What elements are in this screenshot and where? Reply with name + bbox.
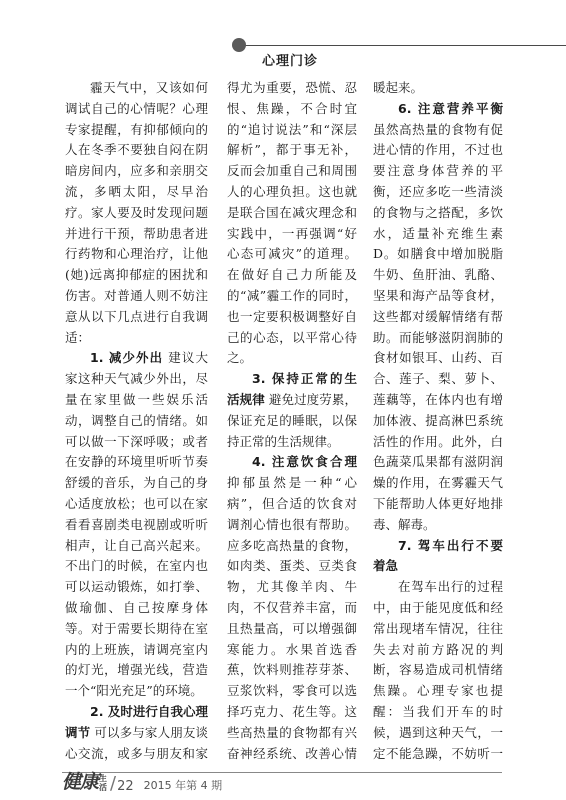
paragraph-regular-routine: 避免过度劳累，保证充足的睡眠，以保持正常的生活规律。 [227, 391, 357, 449]
section-1 [65, 348, 208, 702]
heading-reasonable-diet: 4. 注意饮食合理 [252, 454, 357, 470]
paragraph-continued: 得尤为重要，恐慌、忍恨、焦躁，不合时宜的“追讨说法”和“深层解析”，都于事无补，反而会加重自己和周围人的心理负担。这也就是联合国在减灾理念和实践中，一再强调“好心态可减灾”的道理。在做好自己力所能及的“减”霾工作的同时，也一定要积极调整好自己的心态，以平常心待之。 [227, 80, 357, 366]
heading-driving-calm: 7. 驾车出行不要着急 [373, 537, 503, 574]
section-3 [227, 369, 357, 452]
header-rule [236, 45, 566, 46]
page-number: 22 [117, 779, 134, 794]
section-6 [373, 99, 503, 536]
section-4 [227, 452, 357, 763]
magazine-logo: 健康 [62, 771, 99, 793]
section-2 [65, 702, 208, 763]
paragraph-self-adjustment: 可以多与家人朋友谈心交流，或多与朋友和家 [65, 724, 208, 761]
footer [62, 772, 222, 794]
article-column-1 [65, 78, 208, 763]
article-column-3 [373, 78, 503, 763]
section-title: 心理门诊 [262, 54, 319, 69]
article-column-2 [227, 78, 357, 763]
paragraph-driving-calm: 在驾车出行的过程中，由于能见度低和经常出现堵车情况，往往失去对前方路况的判断，容易造成司机情绪焦躁。心理专家也提醒：当我们开车的时候，遇到这种天气，一定不能急躁，不妨听一 [373, 579, 503, 761]
footer-slash: / [110, 773, 117, 794]
paragraph-continued: 暖起来。 [373, 80, 424, 95]
paragraph-nutrition-balance: 虽然高热量的食物有促进心情的作用，不过也要注意身体营养的平衡，还应多吃一些清淡的食物与之搭配，多饮水，适量补充维生素D。如膳食中增加脱脂牛奶、鱼肝油、乳酪、坚果和海产品等食材，这些都对缓解情绪有帮助。而能够滋阴润肺的食材如银耳、山药、百合、莲子、梨、萝卜、莲藕等，在体内也有增加体液、提高淋巴系统活性的作用。此外，白色蔬菜瓜果都有滋阴润燥的作用，在雾霾天气下能帮助人体更好地排毒、解毒。 [373, 121, 503, 532]
heading-self-adjustment: 2. 及时进行自我心理调节 [65, 703, 208, 740]
paragraph-reduce-outings: 建议大家这种天气减少外出，尽量在家里做一些娱乐活动，调整自己的情绪。如可以做一下深呼吸；或者在安静的环境里听听节奏舒缓的音乐，为自己的身心适度放松；也可以在家看看喜剧类电视剧或听听相声，让自己高兴起来。不出门的时候，在室内也可以运动锻炼，如打拳、做瑜伽、自己按摩身体等。对于需要长期待在室内的上班族，请调亮室内的灯光，增强光线，营造一个“阳光充足”的环境。 [65, 350, 208, 699]
heading-reduce-outings: 1. 减少外出 [90, 350, 164, 366]
header-dot-ornament [232, 38, 246, 52]
paragraph-reasonable-diet: 抑郁虽然是一种“心病”，但合适的饮食对调剂心情也很有帮助。应多吃高热量的食物，如肉类、蛋类、豆类食物，尤其像羊肉、牛肉，不仅营养丰富，而且热量高，可以增强御寒能力。水果首选香蕉，饮料则推荐芽茶、豆浆饮料，零食可以选择巧克力、花生等。这些高热量的食物都有兴奋神经系统、改善心情 [227, 475, 357, 761]
issue-label: 2015 年第 4 期 [143, 779, 223, 792]
paragraph-intro: 霾天气中，又该如何调试自己的心情呢？心理专家提醒，有抑郁倾向的人在冬季不要独自闷在阴暗房间内，应多和亲朋交流，多晒太阳，尽早治疗。家人要及时发现问题并进行干预，帮助患者进行药物和心理治疗，让他(她)远离抑郁症的困扰和伤害。对普通人则不妨注意从以下几点进行自我调适： [65, 80, 208, 345]
magazine-logo-sub: 生活 [99, 774, 108, 792]
heading-regular-routine: 3. 保持正常的生活规律 [227, 371, 357, 407]
section-7 [373, 536, 503, 578]
heading-nutrition-balance: 6. 注意营养平衡 [398, 100, 503, 116]
